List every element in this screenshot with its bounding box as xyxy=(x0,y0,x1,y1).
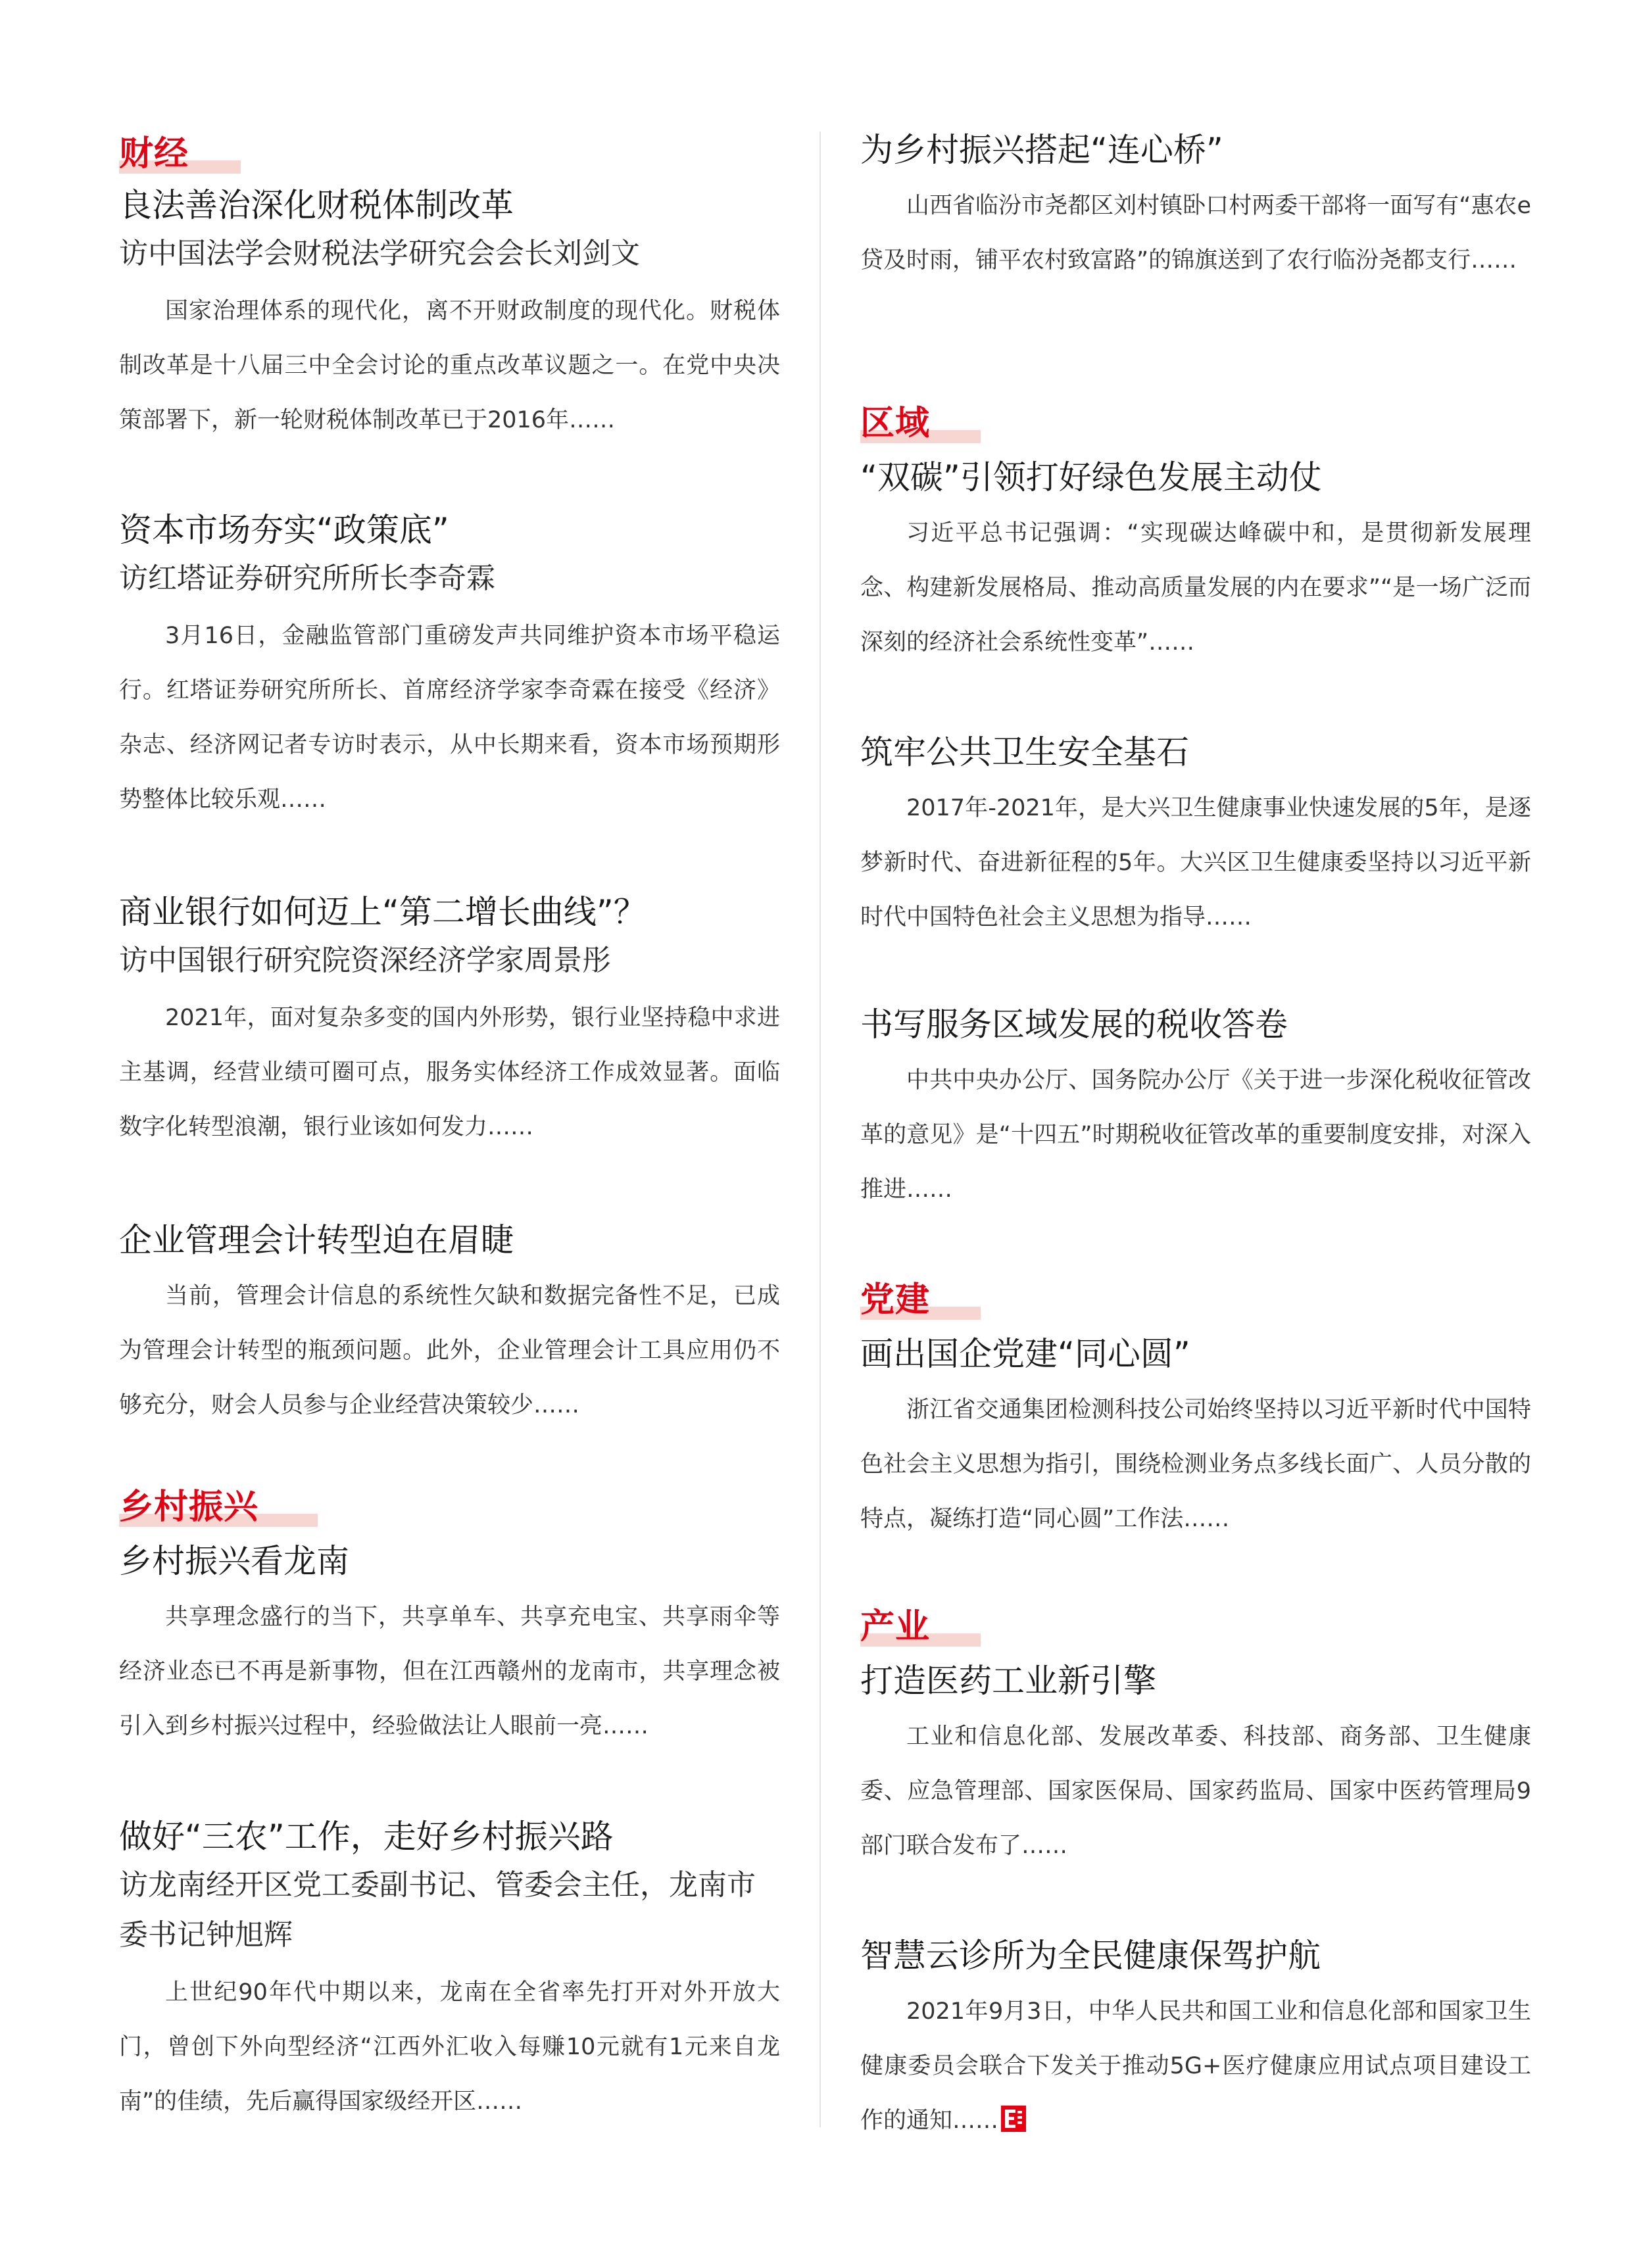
article-tax-service[interactable] xyxy=(860,1001,1531,1217)
article-title[interactable]: 书写服务区域发展的税收答卷 xyxy=(860,1005,1288,1044)
section-label: 区域 xyxy=(860,404,931,443)
article-summary: 工业和信息化部、发展改革委、科技部、商务部、卫生健康委、应急管理部、国家医保局、国家药监局、国家中医药管理局9部门联合发布了…… xyxy=(860,1724,1531,1859)
article-summary: 山西省临汾市尧都区刘村镇卧口村两委干部将一面写有“惠农e贷及时雨，铺平农村致富路”的锦旗送到了农行临汾尧都支行…… xyxy=(860,193,1531,274)
article-title[interactable]: 做好“三农”工作，走好乡村振兴路 xyxy=(119,1818,614,1856)
column-divider xyxy=(820,132,821,2127)
article-summary: 习近平总书记强调：“实现碳达峰碳中和，是贯彻新发展理念、构建新发展格局、推动高质量发展的内在要求”“是一场广泛而深刻的经济社会系统性变革”…… xyxy=(860,520,1531,656)
section-label: 乡村振兴 xyxy=(119,1487,259,1527)
article-tax-reform[interactable] xyxy=(119,181,780,448)
article-title[interactable]: “双碳”引领打好绿色发展主动仗 xyxy=(860,458,1322,496)
article-concentric-circle[interactable] xyxy=(860,1330,1531,1547)
section-label: 产业 xyxy=(860,1607,931,1647)
article-longnan[interactable] xyxy=(119,1537,780,1754)
article-title[interactable]: 打造医药工业新引擎 xyxy=(860,1662,1156,1700)
article-dual-carbon[interactable] xyxy=(860,454,1531,670)
section-header-rural-revitalization xyxy=(119,1485,258,1530)
article-subtitle: 访龙南经开区党工委副书记、管委会主任，龙南市委书记钟旭辉 xyxy=(119,1868,756,1952)
article-title[interactable]: 智慧云诊所为全民健康保驾护航 xyxy=(860,1937,1321,1975)
article-cloud-clinic[interactable] xyxy=(860,1932,1531,2148)
article-public-health[interactable] xyxy=(860,729,1531,945)
article-title[interactable]: 商业银行如何迈上“第二增长曲线”？ xyxy=(119,893,647,931)
article-pharma-industry[interactable] xyxy=(860,1657,1531,1873)
section-label: 财经 xyxy=(119,134,189,174)
article-summary: 国家治理体系的现代化，离不开财政制度的现代化。财税体制改革是十八届三中全会讨论的重点改革议题之一。在党中央决策部署下，新一轮财税体制改革已于2016年…… xyxy=(119,298,780,433)
article-title[interactable]: 画出国企党建“同心圆” xyxy=(860,1335,1190,1373)
section-header-party-building xyxy=(860,1278,930,1322)
section-label: 党建 xyxy=(860,1280,931,1320)
article-summary: 上世纪90年代中期以来，龙南在全省率先打开对外开放大门，曾创下外向型经济“江西外汇收入每赚10元就有1元来自龙南”的佳绩，先后赢得国家级经开区…… xyxy=(119,1979,780,2115)
article-title[interactable]: 企业管理会计转型迫在眉睫 xyxy=(119,1221,514,1259)
article-title[interactable]: 资本市场夯实“政策底” xyxy=(119,511,449,549)
article-commercial-banks[interactable] xyxy=(119,888,780,1155)
article-management-accounting[interactable] xyxy=(119,1217,780,1433)
section-header-region xyxy=(860,401,930,446)
article-title[interactable]: 筑牢公共卫生安全基石 xyxy=(860,733,1189,771)
article-summary: 中共中央办公厅、国务院办公厅《关于进一步深化税收征管改革的意见》是“十四五”时期税收征管改革的重要制度安排，对深入推进…… xyxy=(860,1067,1531,1203)
section-header-finance xyxy=(119,132,189,176)
article-subtitle: 访中国法学会财税法学研究会会长刘剑文 xyxy=(119,237,640,270)
article-title[interactable]: 为乡村振兴搭起“连心桥” xyxy=(860,131,1223,169)
article-summary: 浙江省交通集团检测科技公司始终坚持以习近平新时代中国特色社会主义思想为指引，围绕检测业务点多线长面广、人员分散的特点，凝练打造“同心圆”工作法…… xyxy=(860,1397,1531,1532)
article-heart-bridge[interactable] xyxy=(860,126,1531,288)
article-capital-market[interactable] xyxy=(119,506,780,827)
article-summary-text: 2021年9月3日，中华人民共和国工业和信息化部和国家卫生健康委员会联合下发关于推动5G+医疗健康应用试点项目建设工作的通知…… xyxy=(860,1998,1531,2134)
article-title[interactable]: 良法善治深化财税体制改革 xyxy=(119,186,514,224)
article-summary: 共享理念盛行的当下，共享单车、共享充电宝、共享雨伞等经济业态已不再是新事物，但在江西赣州的龙南市，共享理念被引入到乡村振兴过程中，经验做法让人眼前一亮…… xyxy=(119,1604,780,1739)
article-summary xyxy=(860,1985,1531,2148)
article-summary: 3月16日，金融监管部门重磅发声共同维护资本市场平稳运行。红塔证券研究所所长、首席经济学家李奇霖在接受《经济》杂志、经济网记者专访时表示，从中长期来看，资本市场预期形势整体比较乐观…… xyxy=(119,623,780,813)
end-of-article-logo-icon xyxy=(1001,2106,1026,2132)
article-summary: 当前，管理会计信息的系统性欠缺和数据完备性不足，已成为管理会计转型的瓶颈问题。此外，企业管理会计工具应用仍不够充分，财会人员参与企业经营决策较少…… xyxy=(119,1283,780,1418)
article-summary: 2017年-2021年，是大兴卫生健康事业快速发展的5年，是逐梦新时代、奋进新征程的5年。大兴区卫生健康委坚持以习近平新时代中国特色社会主义思想为指导…… xyxy=(860,795,1531,930)
article-summary: 2021年，面对复杂多变的国内外形势，银行业坚持稳中求进主基调，经营业绩可圈可点，服务实体经济工作成效显著。面临数字化转型浪潮，银行业该如何发力…… xyxy=(119,1005,780,1140)
article-subtitle: 访中国银行研究院资深经济学家周景彤 xyxy=(119,944,611,977)
article-sannong[interactable] xyxy=(119,1813,780,2129)
section-header-industry xyxy=(860,1604,930,1649)
article-title[interactable]: 乡村振兴看龙南 xyxy=(119,1542,349,1580)
article-subtitle: 访红塔证券研究所所长李奇霖 xyxy=(119,562,495,595)
